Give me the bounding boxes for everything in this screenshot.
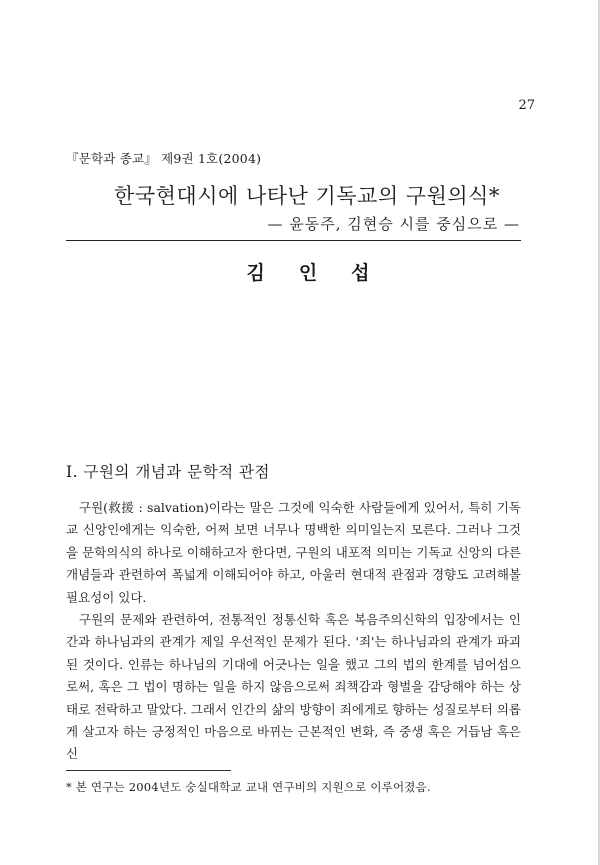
section-heading: Ⅰ. 구원의 개념과 문학적 관점 — [66, 463, 270, 481]
author-name — [0, 258, 600, 285]
journal-reference: 『문학과 종교』 제9권 1호(2004) — [66, 151, 262, 166]
footnote-divider — [66, 770, 231, 771]
title-divider — [66, 240, 521, 241]
author-char: 섭 — [351, 262, 370, 284]
body-text — [66, 497, 521, 766]
author-char: 인 — [298, 262, 318, 284]
article-title: 한국현대시에 나타난 기독교의 구원의식* — [114, 184, 500, 208]
footnote: * 본 연구는 2004년도 숭실대학교 교내 연구비의 지원으로 이루어졌음. — [66, 780, 431, 794]
paragraph: 구원의 문제와 관련하여, 전통적인 정통신학 혹은 복음주의신학의 입장에서는 인간과 하나님과의 관계가 제일 우선적인 문제가 된다. '죄'는 하나님과의 관계가 파괴된 것이다. 인류는 하나님의 기대에 어긋나는 일을 했고 그의 법의 한계를 넘어섬으로써, 혹은 그 법이 명하는 일을 하지 않음으로써 죄책감과 형벌을 감당해야 하는 상태로 전락하고 말았다. 그래서 인간의 삶의 방향이 죄에게로 향하는 성질로부터 의롭게 살고자 하는 긍정적인 마음으로 바뀌는 근본적인 변화, 즉 중생 혹은 거듭남 혹은 신 — [66, 612, 521, 762]
author-char: 김 — [246, 262, 265, 284]
paragraph: 구원(救援 : salvation)이라는 말은 그것에 익숙한 사람들에게 있어서, 특히 기독교 신앙인에게는 익숙한, 어쩌 보면 너무나 명백한 의미일는지 모른다. 그러나 그것을 문학의식의 하나로 이해하고자 한다면, 구원의 내포적 의미는 기독교 신앙의 다른 개념들과 관련하여 폭넓게 이해되어야 하고, 아울러 현대적 관점과 경향도 고려해볼 필요성이 있다. — [66, 500, 521, 605]
article-subtitle: — 윤동주, 김현승 시를 중심으로 — — [267, 215, 520, 233]
page-number: 27 — [518, 98, 535, 113]
